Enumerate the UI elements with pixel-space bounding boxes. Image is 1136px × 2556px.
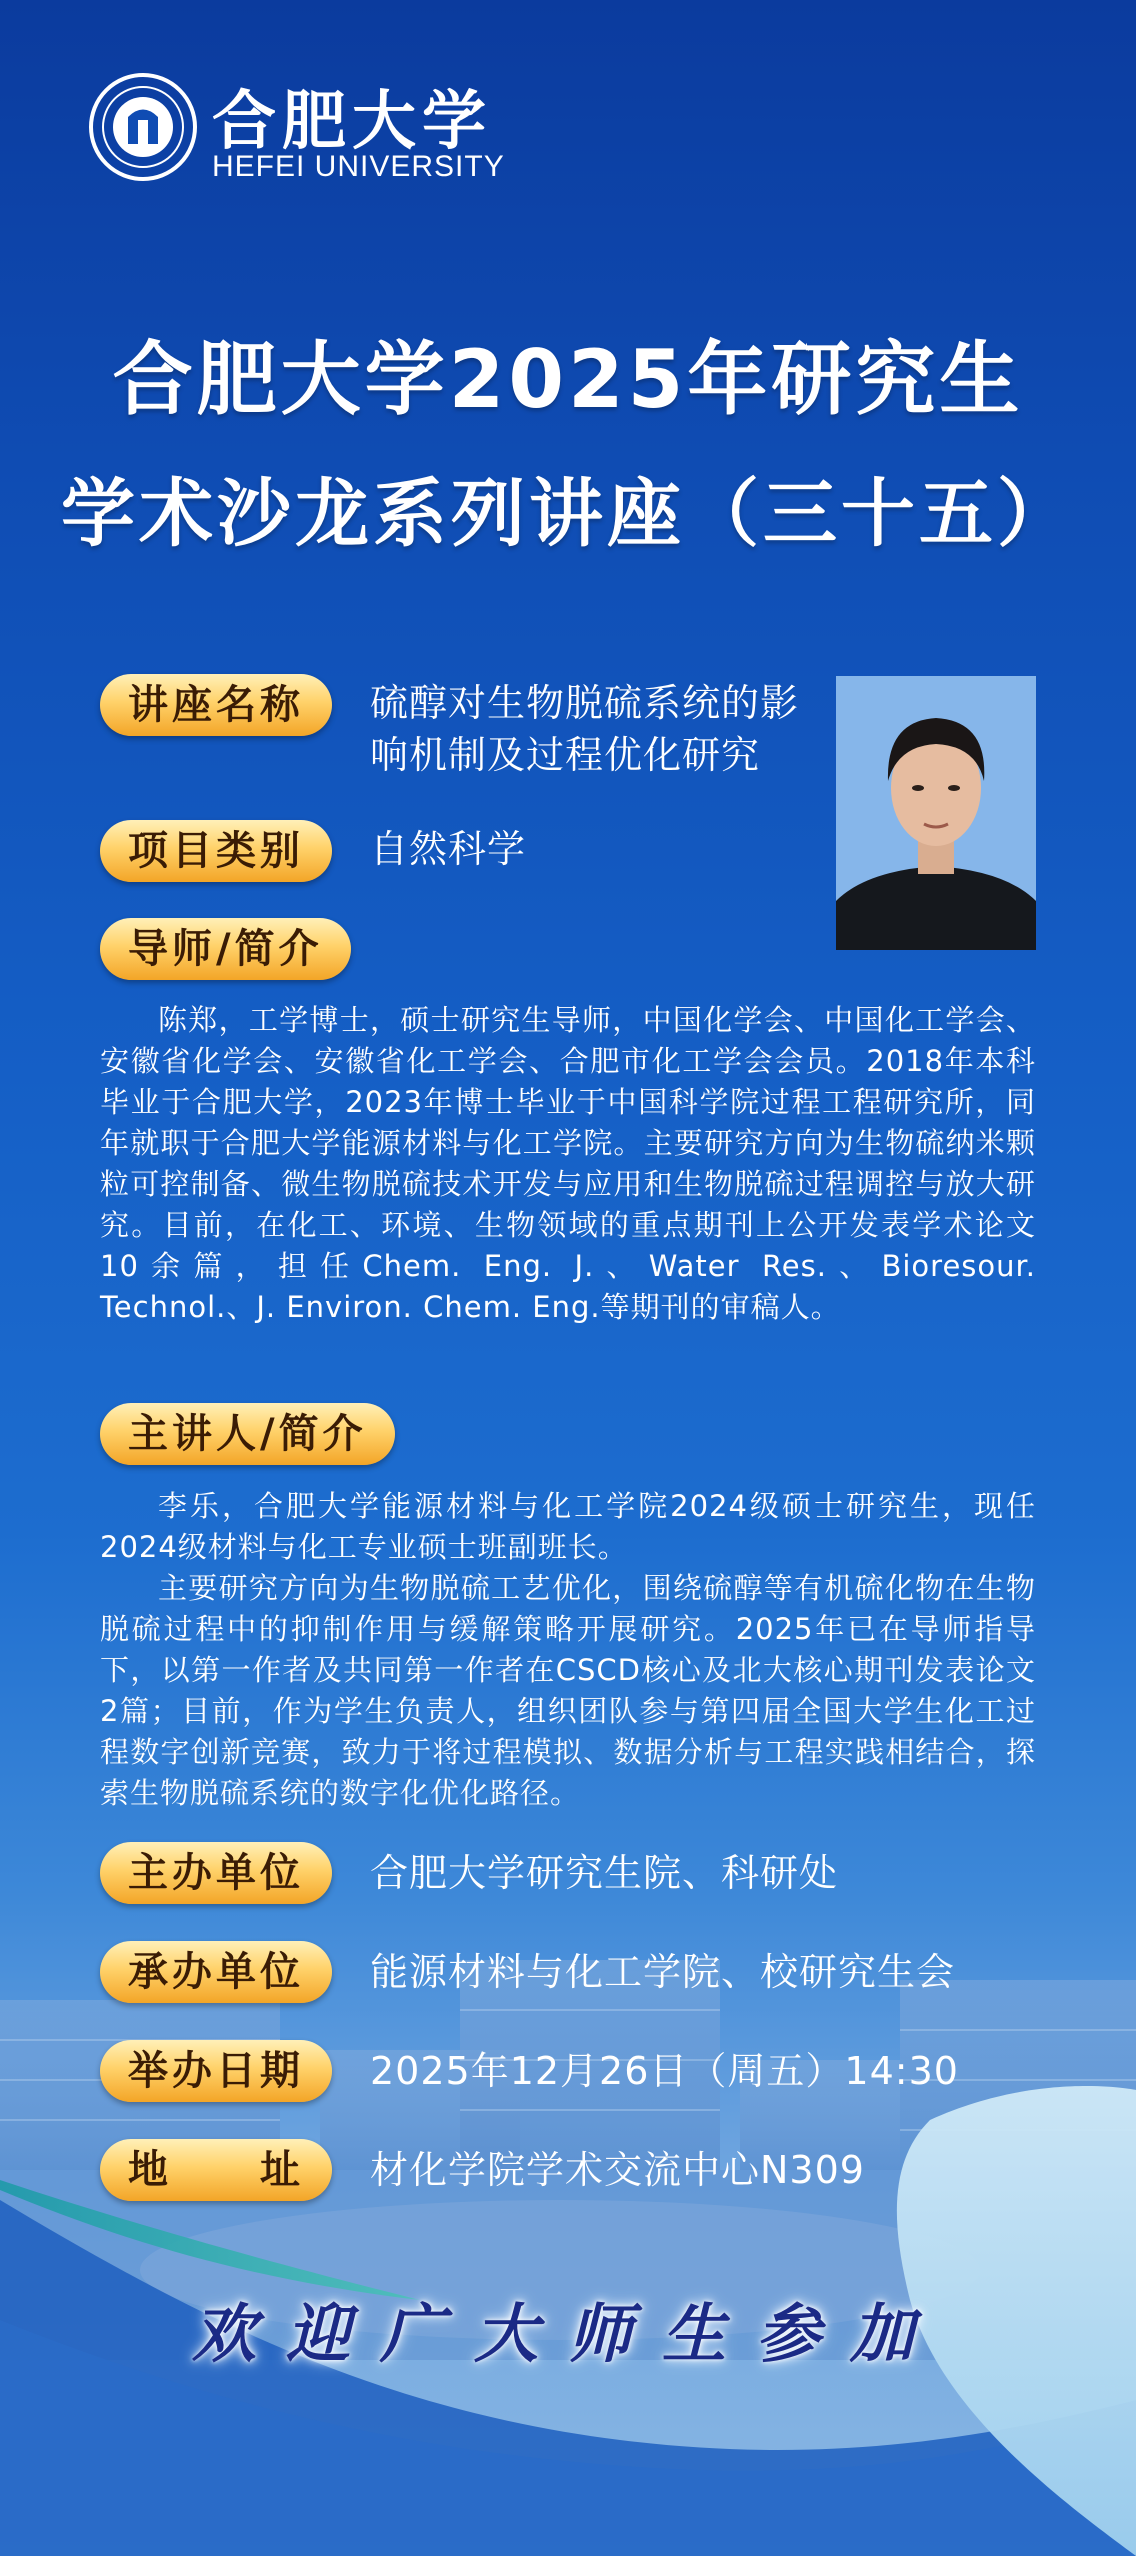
address-value: 材化学院学术交流中心N309 — [370, 2148, 865, 2192]
speaker-bio-paragraph-1: 李乐，合肥大学能源材料与化工学院2024级硕士研究生，现任2024级材料与化工专业硕士班副班长。 — [100, 1489, 1036, 1564]
address-label: 地 址 — [100, 2139, 332, 2201]
lecture-name-line-1: 硫醇对生物脱硫系统的影 — [370, 681, 800, 725]
speaker-bio-paragraph-2: 主要研究方向为生物脱硫工艺优化，围绕硫醇等有机硫化物在生物脱硫过程中的抑制作用与缓解策略开展研究。2025年已在导师指导下，以第一作者及共同第一作者在CSCD核心及北大核心期刊发表论文2篇；目前，作为学生负责人，组织团队参与第四届全国大学生化工过程数字创新竞赛，致力于将过程模拟、数据分析与工程实践相结合，探索生物脱硫系统的数字化优化路径。 — [100, 1571, 1036, 1810]
main-title-line-2: 学术沙龙系列讲座（三十五） — [61, 471, 1075, 557]
category-label: 项目类别 — [100, 820, 332, 882]
welcome-slogan: 欢迎广大师生参加 — [192, 2297, 944, 2372]
logo-english-name: HEFEI UNIVERSITY — [212, 150, 505, 183]
date-label: 举办日期 — [100, 2040, 332, 2102]
host-value: 合肥大学研究生院、科研处 — [370, 1851, 839, 1895]
category-value: 自然科学 — [370, 827, 527, 871]
logo-chinese-name: 合肥大学 — [212, 84, 492, 159]
speaker-portrait — [836, 676, 1036, 950]
main-title-line-1: 合肥大学2025年研究生 — [112, 333, 1024, 426]
campus-scene — [0, 1940, 1136, 2556]
organizer-label: 承办单位 — [100, 1941, 332, 2003]
mentor-bio: 陈郑，工学博士，硕士研究生导师，中国化学会、中国化工学会、安徽省化学会、安徽省化工学会、合肥市化工学会会员。2018年本科毕业于合肥大学，2023年博士毕业于中国科学院过程工程研究所，同年就职于合肥大学能源材料与化工学院。主要研究方向为生物硫纳米颗粒可控制备、微生物脱硫技术开发与应用和生物脱硫过程调控与放大研究。目前，在化工、环境、生物领域的重点期刊上公开发表学术论文10余篇，担任Chem. Eng. J.、Water Res.、Bioresour. Technol.、J. Environ. Chem. Eng.等期刊的审稿人。 — [100, 1003, 1036, 1324]
speaker-label: 主讲人/简介 — [100, 1403, 395, 1465]
date-value: 2025年12月26日（周五）14:30 — [370, 2049, 959, 2093]
host-label: 主办单位 — [100, 1842, 332, 1904]
lecture-name-line-2: 响机制及过程优化研究 — [370, 733, 761, 777]
hefei-university-seal-icon — [88, 72, 198, 182]
lecture-name-label: 讲座名称 — [100, 674, 332, 736]
organizer-value: 能源材料与化工学院、校研究生会 — [370, 1950, 956, 1994]
mentor-label: 导师/简介 — [100, 918, 351, 980]
